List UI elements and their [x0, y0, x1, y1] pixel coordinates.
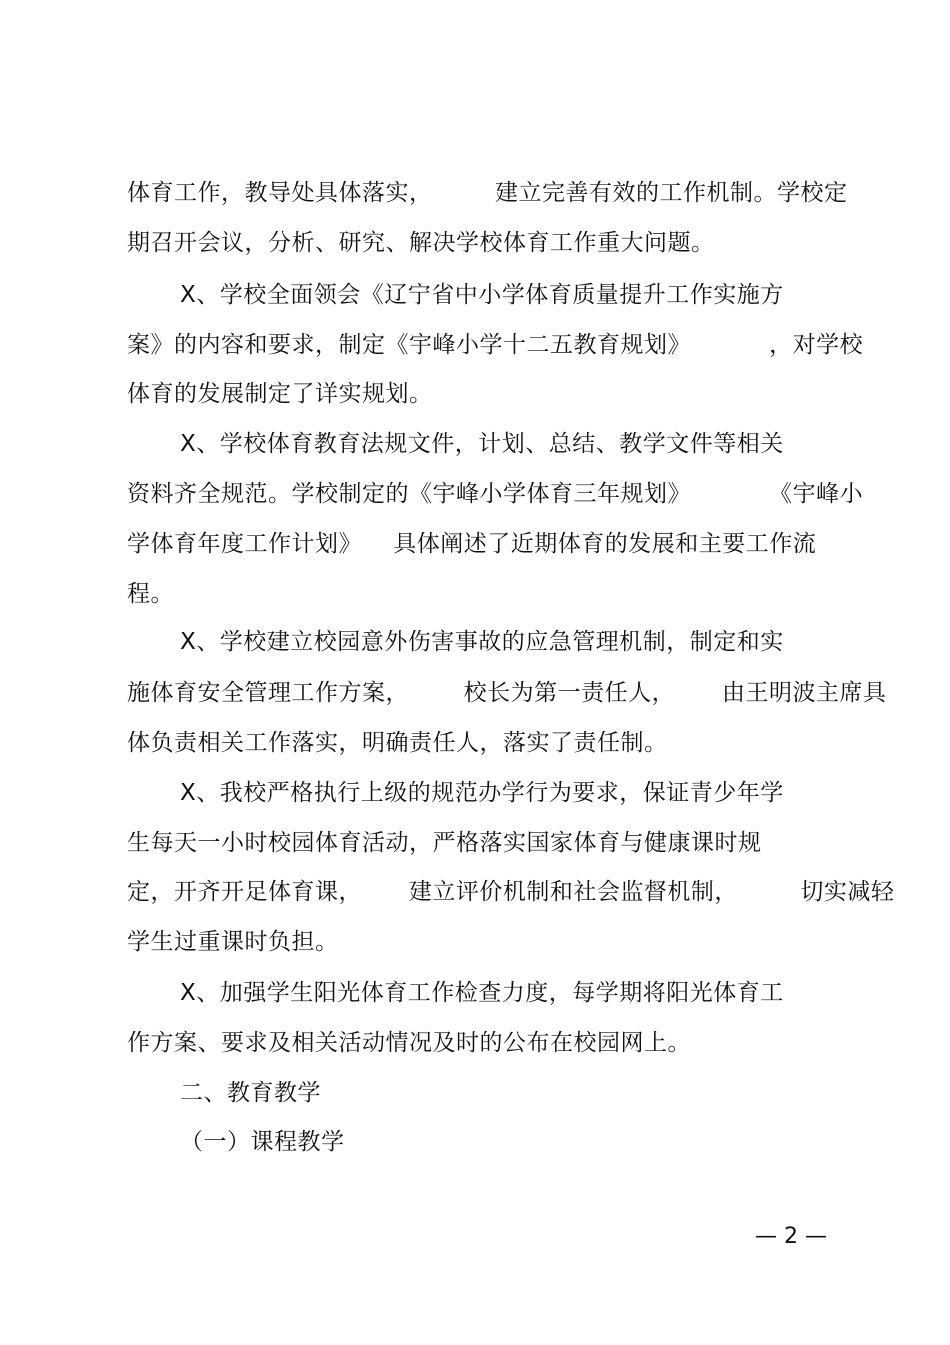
paragraph-line: 学生过重课时负担。: [127, 929, 339, 955]
subsection-heading: （一）课程教学: [180, 1129, 345, 1155]
paragraph-line: 定，开齐开足体育课， 建立评价机制和社会监督机制， 切实减轻: [127, 879, 895, 905]
paragraph-line: X、我校严格执行上级的规范办学行为要求，保证青少年学: [180, 780, 784, 806]
paragraph-line: 施体育安全管理工作方案， 校长为第一责任人， 由王明波主席具: [127, 680, 887, 706]
paragraph-line: X、学校建立校园意外伤害事故的应急管理机制，制定和实: [180, 629, 784, 655]
paragraph-line: 资料齐全规范。学校制定的《宇峰小学体育三年规划》 《宇峰小: [127, 481, 864, 507]
paragraph-line: X、学校全面领会《辽宁省中小学体育质量提升工作实施方: [180, 282, 784, 308]
paragraph-line: X、加强学生阳光体育工作检查力度，每学期将阳光体育工: [180, 980, 784, 1006]
page-number: — 2 —: [755, 1224, 827, 1249]
paragraph-line: 体育工作，教导处具体落实， 建立完善有效的工作机制。学校定: [127, 180, 848, 206]
paragraph-line: 作方案、要求及相关活动情况及时的公布在校园网上。: [127, 1030, 691, 1056]
paragraph-line: 学体育年度工作计划》 具体阐述了近期体育的发展和主要工作流: [127, 531, 817, 557]
paragraph-line: 期召开会议，分析、研究、解决学校体育工作重大问题。: [127, 230, 715, 256]
paragraph-line: 体育的发展制定了详实规划。: [127, 381, 433, 407]
paragraph-line: 案》的内容和要求，制定《宇峰小学十二五教育规划》 ，对学校: [127, 332, 864, 358]
section-heading: 二、教育教学: [180, 1080, 321, 1106]
paragraph-line: X、学校体育教育法规文件，计划、总结、教学文件等相关: [180, 431, 784, 457]
paragraph-line: 体负责相关工作落实，明确责任人，落实了责任制。: [127, 730, 668, 756]
paragraph-line: 生每天一小时校园体育活动，严格落实国家体育与健康课时规: [127, 830, 762, 856]
paragraph-line: 程。: [127, 581, 174, 607]
